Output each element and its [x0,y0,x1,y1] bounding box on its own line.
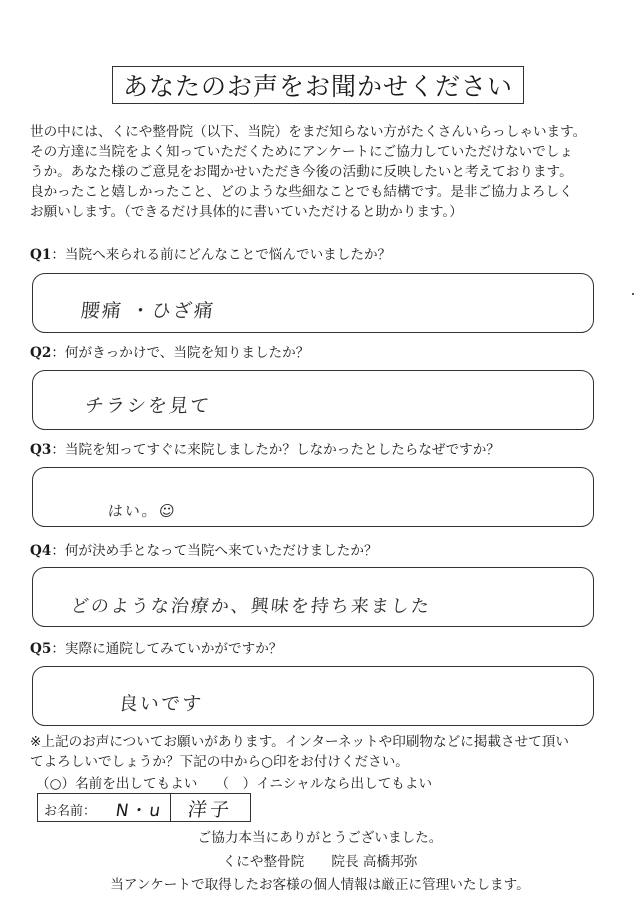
name-field[interactable] [37,793,251,822]
intro-line: お願いします。（できるだけ具体的に書いていただけると助かります。） [30,204,463,220]
consent-note-line: てよろしいでしょうか？下記の中から○印をお付けください。 [30,754,409,770]
question-text: ：当院を知ってすぐに来院しましたか？しなかったとしたらなぜですか？ [51,442,500,458]
question-number: Q1 [30,247,52,263]
intro-paragraph [30,122,620,222]
question-text: ：実際に通院してみていかがですか？ [51,641,283,657]
intro-line: 良かったこと嬉しかったこと、どのような些細なことでも結構です。是非ご協力よろしく [30,184,573,200]
question-text: ：何がきっかけで、当院を知りましたか？ [51,345,310,361]
question-3-label [30,438,500,458]
question-number: Q4 [30,543,52,559]
question-number: Q5 [30,641,52,657]
answer-box-q2[interactable] [32,370,594,430]
option-initial-mark[interactable]: （ ） [215,776,257,792]
answer-box-q1[interactable] [32,273,594,333]
intro-line: うか。あなた様のご意見をお聞かせいただき今後の活動に反映したいと考えております。 [30,164,573,180]
question-4-label [30,539,378,559]
name-surname-handwritten: N・u [114,801,164,821]
name-given-handwritten: 洋子 [186,799,234,821]
scan-speck [632,293,634,295]
name-label: お名前： [44,804,97,819]
answer-box-q5[interactable] [32,666,594,726]
handwritten-answer: 腰痛 ・ひざ痛 [79,300,217,322]
name-divider [170,794,171,821]
option-name-mark[interactable]: （○） [36,776,76,792]
handwritten-answer: はい。☺ [107,502,178,520]
question-1-label [30,243,391,263]
footer-thanks: ご協力本当にありがとうございました。 [197,830,443,846]
survey-title-text: あなたのお声をお聞かせください [122,72,513,101]
question-text: ：当院へ来られる前にどんなことで悩んでいましたか？ [51,247,392,263]
option-initial-label: イニシャルなら出してもよい [256,776,433,792]
question-number: Q3 [30,442,52,458]
footer-privacy: 当アンケートで取得したお客様の個人情報は厳正に管理いたします。 [110,877,530,893]
question-text: ：何が決め手となって当院へ来ていただけましたか？ [51,543,378,559]
handwritten-answer: どのような治療か、興味を持ち来ました [69,596,432,617]
question-2-label [30,341,309,361]
question-5-label [30,637,282,657]
answer-box-q4[interactable] [32,567,594,627]
handwritten-answer: 良いです [117,693,205,715]
intro-line: 世の中には、くにや整骨院（以下、当院）をまだ知らない方がたくさんいらっしゃいます。 [30,124,587,140]
survey-title [112,66,524,104]
handwritten-answer: チラシを見て [83,395,213,417]
footer-clinic: くにや整骨院 院長 高橋邦弥 [222,854,418,870]
intro-line: その方達に当院をよく知っていただくためにアンケートにご協力していただけないでしょ [30,144,573,160]
consent-note-line: ※上記のお声についてお願いがあります。インターネットや印刷物などに掲載させて頂い [30,734,569,750]
consent-options [36,772,432,792]
answer-box-q3[interactable] [32,467,594,527]
option-name-label: 名前を出してもよい [75,776,198,792]
consent-note [30,732,569,772]
question-number: Q2 [30,345,52,361]
